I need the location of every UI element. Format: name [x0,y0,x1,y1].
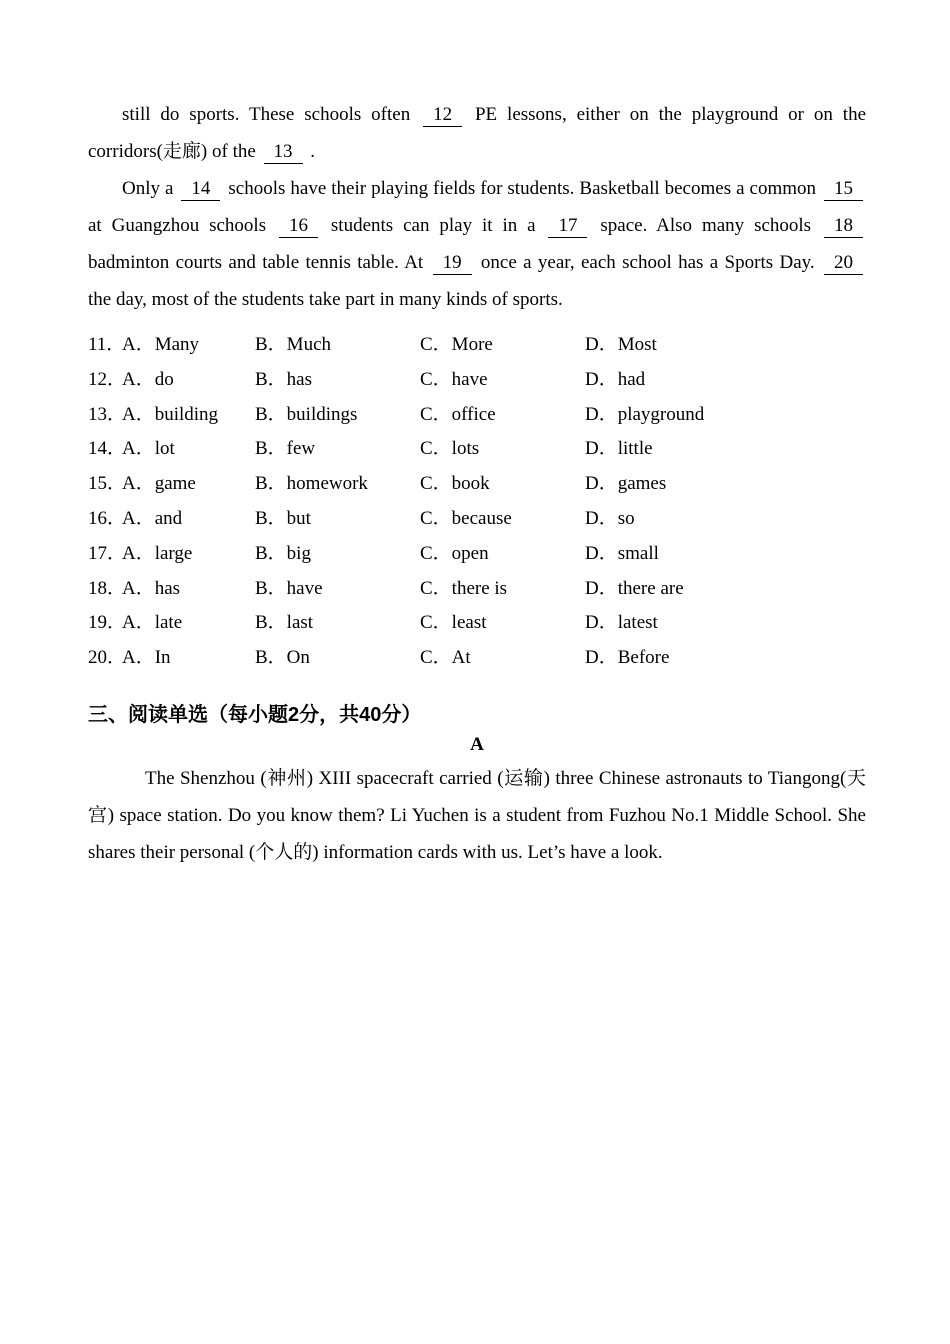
cloze-blank-20: 20 [824,252,863,275]
option-a: A．has [122,577,181,599]
cloze-blank-13: 13 [264,141,303,164]
passage-label: A [470,733,484,755]
cloze-blank-17: 17 [548,215,587,238]
cloze-text: the day, most of the students take part in many kinds of sports. [88,289,563,310]
question-row-11 [88,328,866,363]
option-d: D．Before [585,647,670,669]
option-a: A．do [122,368,174,390]
option-a: A．lot [122,438,175,460]
question-list [88,328,866,676]
question-row-17 [88,537,866,572]
cloze-blank-15: 15 [824,178,863,201]
option-c: C．have [420,368,488,390]
option-c: C．office [420,403,496,425]
option-c: C．because [420,507,512,529]
option-b: B．last [255,612,314,634]
cloze-paragraph-2 [88,170,866,318]
option-c: C．book [420,473,490,495]
option-a: A．late [122,612,183,634]
question-row-19 [88,606,866,641]
option-b: B．big [255,542,311,564]
option-b: B．has [255,368,313,390]
cloze-text: badminton courts and table tennis table. At [88,252,430,273]
option-c: C．least [420,612,487,634]
question-number: 15． [88,473,127,495]
option-a: A．large [122,542,193,564]
option-a: A．In [122,647,171,669]
option-d: D．so [585,507,635,529]
question-row-14 [88,432,866,467]
option-c: C．At [420,647,471,669]
option-d: D．latest [585,612,658,634]
question-number: 20． [88,647,127,669]
option-a: A．game [122,473,196,495]
question-row-16 [88,502,866,537]
question-number: 17． [88,542,127,564]
option-c: C．there is [420,577,508,599]
cloze-paragraph-1 [88,96,866,170]
question-row-20 [88,641,866,676]
question-row-12 [88,363,866,398]
cloze-text: still do sports. These schools often [122,104,421,125]
cloze-text: PE lessons, either on the playground or on the corridors(走廊) of the [88,104,867,162]
cloze-text: space. Also many schools [590,215,821,236]
cloze-text: . [305,141,316,162]
cloze-text: students can play it in a [321,215,546,236]
cloze-text: schools have their playing fields for students. Basketball becomes a common [223,178,821,199]
section-heading: 三、阅读单选（每小题2分，共40分） [88,703,422,726]
question-number: 19． [88,612,127,634]
option-d: D．little [585,438,653,460]
cloze-blank-16: 16 [279,215,318,238]
cloze-blank-19: 19 [433,252,472,275]
question-row-18 [88,572,866,607]
option-b: B．On [255,647,310,669]
option-a: A．Many [122,334,200,355]
question-number: 14． [88,438,127,460]
cloze-blank-14: 14 [181,178,220,201]
cloze-text: once a year, each school has a Sports Day. [474,252,821,273]
option-c: C．lots [420,438,480,460]
option-b: B．homework [255,473,368,495]
option-d: D．small [585,542,659,564]
option-d: D．had [585,368,646,390]
reading-paragraph: The Shenzhou (神州) XIII spacecraft carried (运输) three Chinese astronauts to Tiangong(天宫) space station. Do you know them? Li Yuchen is a student from Fuzhou No.1 Middle School. She shares their personal (个人的) information cards with us. Let’s have a look. [88,767,866,863]
cloze-text: at Guangzhou schools [88,215,277,236]
option-b: B．few [255,438,316,460]
option-b: B．buildings [255,403,358,425]
cloze-blank-12: 12 [423,104,462,127]
option-d: D．playground [585,403,705,425]
question-number: 16． [88,507,127,529]
question-number: 11． [88,334,126,355]
option-c: C．More [420,334,493,355]
option-a: A．building [122,403,219,425]
cloze-text: Only a [122,178,179,199]
option-d: D．Most [585,334,657,355]
option-d: D．games [585,473,667,495]
question-number: 13． [88,403,127,425]
question-number: 18． [88,577,127,599]
option-c: C．open [420,542,489,564]
option-b: B．Much [255,334,332,355]
question-row-15 [88,467,866,502]
cloze-blank-18: 18 [824,215,863,238]
option-a: A．and [122,507,183,529]
option-d: D．there are [585,577,684,599]
option-b: B．but [255,507,311,529]
question-row-13 [88,398,866,433]
option-b: B．have [255,577,323,599]
question-number: 12． [88,368,127,390]
